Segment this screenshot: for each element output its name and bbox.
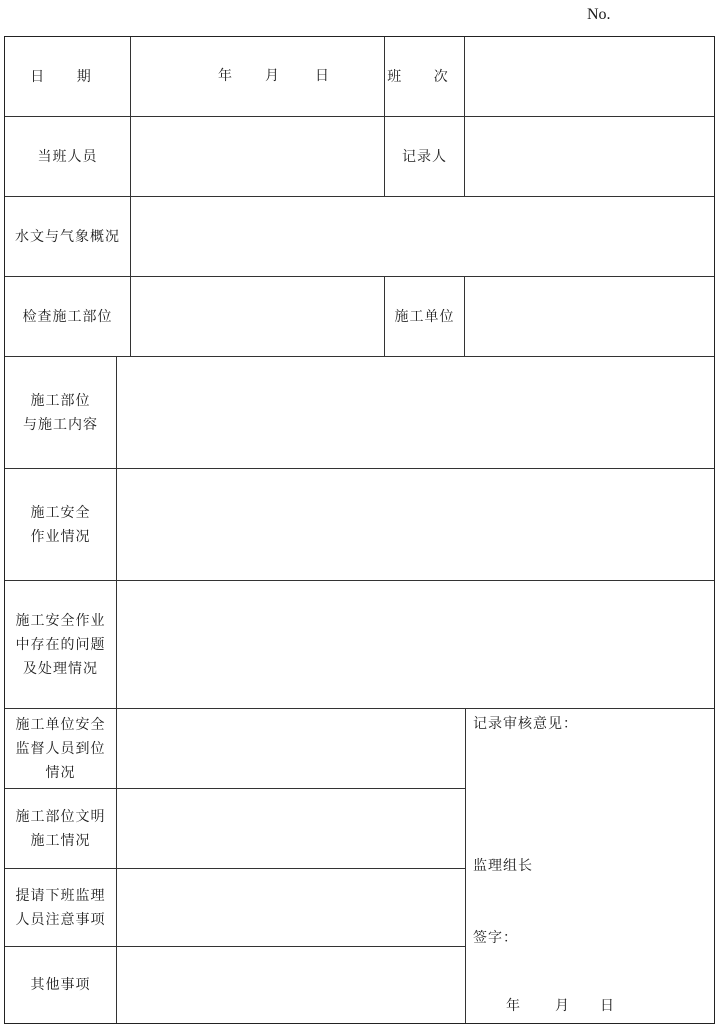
recorder-label: 记录人: [402, 148, 447, 165]
civilized-construction-label: 施工部位文明 施工情况: [15, 808, 106, 849]
date-label: [5, 37, 130, 116]
next-shift-notice-label: 提请下班监理 人员注意事项: [15, 887, 106, 928]
recorder-field[interactable]: [465, 117, 714, 196]
on-duty-label: 当班人员: [37, 148, 98, 165]
construction-unit-label: 施工单位: [394, 308, 455, 325]
shift-label-text: 班 次: [387, 68, 462, 85]
supervision-log-form: [4, 36, 715, 1024]
other-items-label: 其他事项: [30, 977, 91, 993]
supervision-leader-label: 监理组长: [473, 858, 533, 874]
next-shift-notice-field[interactable]: [117, 869, 465, 946]
construction-unit-field[interactable]: [465, 277, 714, 356]
other-items-field[interactable]: [117, 947, 465, 1023]
on-duty-field[interactable]: [131, 117, 384, 196]
safety-issues-field[interactable]: [117, 581, 714, 708]
date-year-label: 年: [218, 68, 232, 84]
inspected-location-field[interactable]: [131, 277, 384, 356]
review-opinion-label: 记录审核意见：: [473, 716, 578, 732]
safety-work-field[interactable]: [117, 469, 714, 580]
safety-issues-label: 施工安全作业 中存在的问题 及处理情况: [15, 612, 106, 677]
supervisor-presence-label: 施工单位安全 监督人员到位 情况: [15, 716, 106, 781]
hydrology-weather-label: 水文与气象概况: [15, 228, 120, 245]
date-day-label: 日: [315, 68, 329, 84]
date-label-text: 日 期: [30, 68, 105, 85]
hydrology-weather-field[interactable]: [131, 197, 714, 276]
construction-content-label: 施工部位 与施工内容: [23, 392, 98, 433]
shift-value-field[interactable]: [465, 37, 714, 116]
civilized-construction-field[interactable]: [117, 789, 465, 868]
supervisor-presence-field[interactable]: [117, 709, 465, 788]
shift-label: [385, 37, 464, 116]
signature-label: 签字：: [473, 930, 518, 946]
review-date-year-label: 年: [506, 998, 520, 1014]
review-date-month-label: 月: [555, 998, 569, 1014]
column-divider: [465, 708, 466, 1023]
construction-content-field[interactable]: [117, 357, 714, 468]
date-month-label: 月: [265, 68, 279, 84]
document-number-label: No.: [587, 6, 611, 23]
review-date-day-label: 日: [600, 998, 614, 1014]
inspected-location-label: 检查施工部位: [22, 308, 113, 325]
safety-work-label: 施工安全 作业情况: [30, 504, 91, 545]
